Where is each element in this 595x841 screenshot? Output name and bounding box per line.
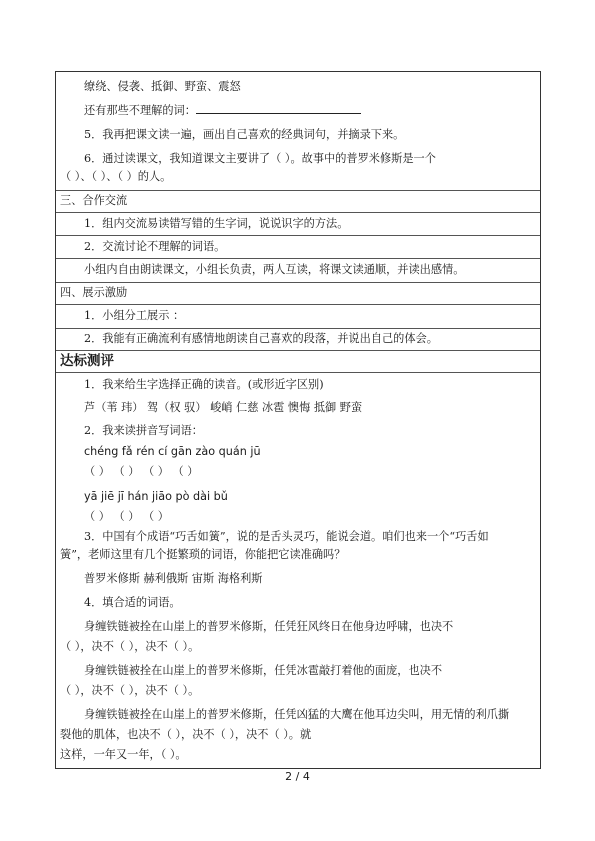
unknown-words-blank[interactable]: [196, 113, 361, 114]
row-divider: [56, 304, 540, 305]
section-4-item-2: 2．我能有正确流利有感情地朗读自己喜欢的段落，并说出自己的体会。: [84, 332, 438, 345]
row-divider: [56, 372, 540, 373]
exercise-1-chars: 芦（苇 玮） 驾（权 驭） 峻峭 仁慈 冰雹 懊悔 抵御 野蛮: [84, 401, 363, 414]
section-3-title: 三、合作交流: [60, 194, 128, 207]
row-divider: [56, 212, 540, 213]
answer-row-2: （ ） （ ） （ ）: [84, 510, 169, 523]
fill-blanks-1: （ ），决不（ ），决不（ ）。: [60, 640, 200, 653]
pinyin-row-1: chéng fǎ rén cí gān zào quán jū: [84, 445, 261, 458]
row-divider: [56, 190, 540, 191]
row-divider: [56, 258, 540, 259]
fill-blanks-3: 裂他的肌体，也决不（ ），决不（ ），决不（ ）。就: [60, 728, 312, 741]
question-unknown-words: 还有那些不理解的词：: [84, 104, 361, 118]
exercise-4: 4．填合适的词语。: [84, 596, 181, 609]
exercise-2: 2．我来读拼音写词语：: [84, 424, 203, 437]
row-divider: [56, 350, 540, 351]
names-list: 普罗米修斯 赫利俄斯 宙斯 海格利斯: [84, 572, 263, 585]
fill-sentence-2: 身缠铁链被拴在山崖上的普罗米修斯，任凭冰雹敲打着他的面庞，也决不: [84, 664, 443, 677]
question-5: 5．我再把课文读一遍，画出自己喜欢的经典词句，并摘录下来。: [84, 128, 405, 141]
pinyin-row-2: yā jiē jī hán jiāo pò dài bǔ: [84, 490, 228, 503]
vocab-list: 缭绕、侵袭、抵御、野蛮、震怒: [84, 80, 241, 93]
section-3-item-1: 1．组内交流易读错写错的生字词，说说识字的方法。: [84, 217, 349, 230]
question-6: 6．通过读课文，我知道课文主要讲了（ ）。故事中的普罗米修斯是一个: [84, 152, 436, 165]
section-4-title: 四、展示激励: [60, 286, 128, 299]
row-divider: [56, 328, 540, 329]
exercise-3-cont: 簧”，老师这里有几个挺繁琐的词语，你能把它读准确吗？: [60, 548, 346, 561]
row-divider: [56, 235, 540, 236]
worksheet-frame: [55, 71, 541, 769]
fill-sentence-1: 身缠铁链被拴在山崖上的普罗米修斯，任凭狂风终日在他身边呼啸，也决不: [84, 620, 454, 633]
assessment-heading: 达标测评: [60, 353, 114, 369]
exercise-1: 1．我来给生字选择正确的读音。(或形近字区别): [84, 378, 324, 391]
answer-row-1: （ ） （ ） （ ） （ ）: [84, 465, 199, 478]
question-6-cont: （ ）、（ ）、（ ）的人。: [60, 170, 172, 183]
exercise-3: 3．中国有个成语“巧舌如簧”，说的是舌头灵巧，能说会道。咱们也来一个“巧舌如: [84, 530, 489, 543]
section-3-item-2: 2．交流讨论不理解的词语。: [84, 240, 226, 253]
row-divider: [56, 282, 540, 283]
section-3-item-3: 小组内自由朗读课文，小组长负责，两人互读，将课文读通顺，并读出感情。: [84, 263, 465, 276]
section-4-item-1: 1．小组分工展示 ：: [84, 309, 185, 322]
page-number: 2 / 4: [285, 770, 310, 783]
fill-sentence-3: 身缠铁链被拴在山崖上的普罗米修斯，任凭凶猛的大鹰在他耳边尖叫，用无情的利爪撕: [84, 708, 510, 721]
fill-blanks-3-cont: 这样，一年又一年，（ ）。: [60, 748, 187, 761]
fill-blanks-2: （ ），决不（ ），决不（ ）。: [60, 684, 200, 697]
